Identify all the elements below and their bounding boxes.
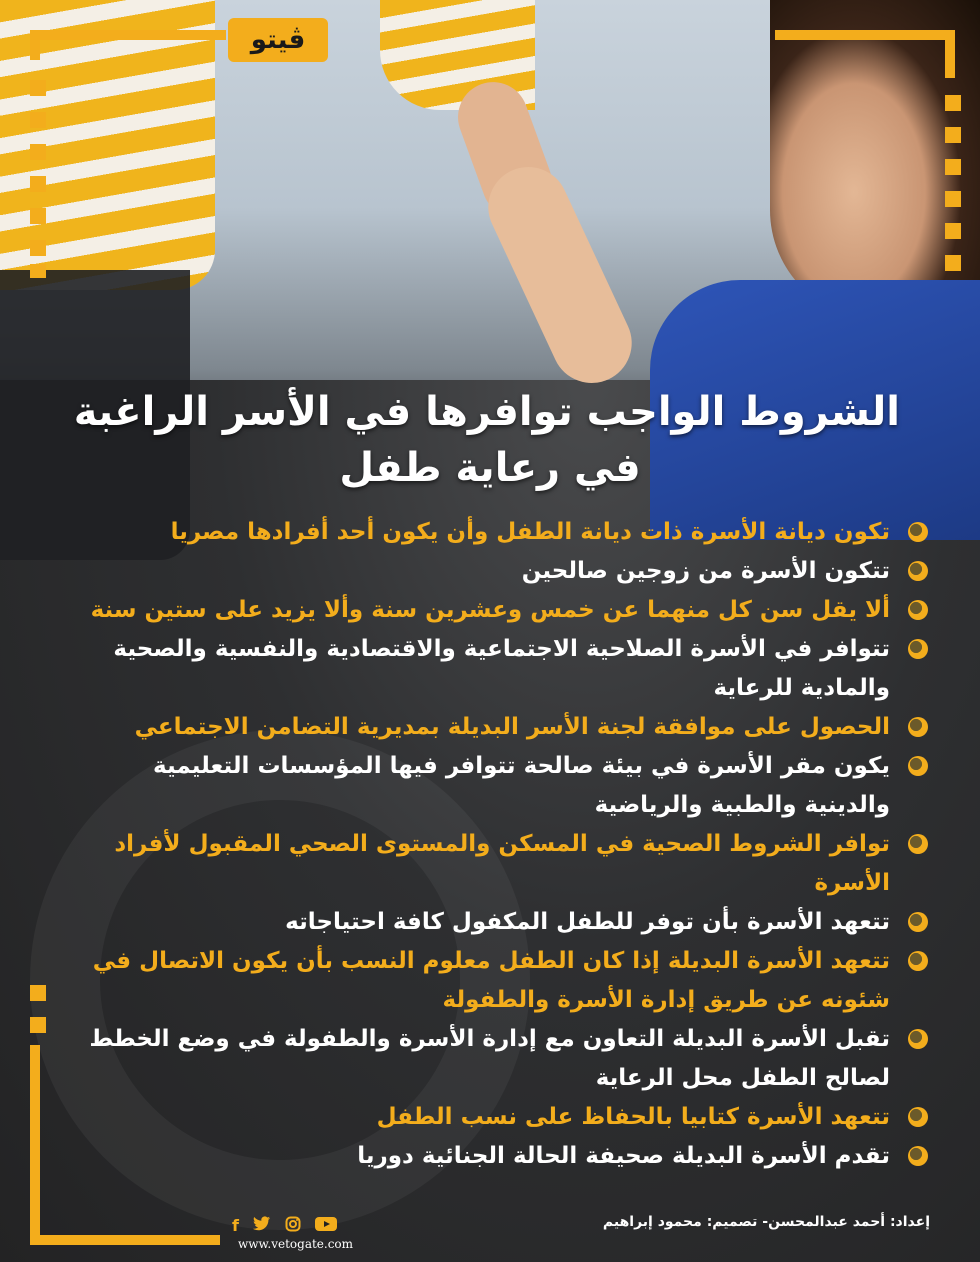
list-item (60, 1098, 928, 1137)
condition-text: تتعهد الأسرة البديلة إذا كان الطفل معلوم النسب بأن يكون الاتصال في شئونه عن طريق إدارة الأسرة والطفولة (92, 948, 890, 1013)
frame-right-vertical (945, 30, 955, 78)
bullet-icon (908, 522, 928, 542)
list-item (60, 903, 928, 942)
bullet-icon (908, 756, 928, 776)
list-item (60, 825, 928, 903)
frame-top-right (775, 30, 955, 40)
frame-dash (945, 95, 961, 111)
condition-text: الحصول على موافقة لجنة الأسر البديلة بمديرية التضامن الاجتماعي (134, 714, 890, 740)
list-item (60, 942, 928, 1020)
bullet-icon (908, 600, 928, 620)
frame-dash (30, 144, 46, 160)
condition-text: تقبل الأسرة البديلة التعاون مع إدارة الأسرة والطفولة في وضع الخطط لصالح الطفل محل الرعاية (89, 1026, 890, 1091)
website-url[interactable]: www.vetogate.com (238, 1237, 354, 1251)
title-line-2: في رعاية طفل (339, 445, 641, 491)
frame-dash (945, 255, 961, 271)
brand-logo: ڤيتو (228, 18, 328, 62)
frame-top-left (30, 30, 226, 40)
list-item (60, 591, 928, 630)
credits: إعداد: أحمد عبدالمحسن- تصميم: محمود إبراهيم (602, 1214, 930, 1230)
list-item (60, 747, 928, 825)
bullet-icon (908, 1146, 928, 1166)
bullet-icon (908, 951, 928, 971)
page-title (73, 384, 900, 496)
frame-bottom-left-horizontal (30, 1235, 220, 1245)
condition-text: يكون مقر الأسرة في بيئة صالحة تتوافر فيها المؤسسات التعليمية والدينية والطبية والرياضية (153, 753, 890, 818)
frame-top-left-vertical (30, 30, 40, 60)
bullet-icon (908, 834, 928, 854)
list-item (60, 552, 928, 591)
frame-dash (945, 159, 961, 175)
bullet-icon (908, 717, 928, 737)
bullet-icon (908, 561, 928, 581)
list-item (60, 513, 928, 552)
condition-text: تتكون الأسرة من زوجين صالحين (521, 558, 890, 584)
bullet-icon (908, 912, 928, 932)
frame-dash (30, 176, 46, 192)
condition-text: توافر الشروط الصحية في المسكن والمستوى الصحي المقبول لأفراد الأسرة (114, 831, 890, 896)
conditions-list (60, 513, 928, 1176)
facebook-icon[interactable]: f (232, 1216, 239, 1235)
frame-dash (945, 223, 961, 239)
social-links (232, 1216, 337, 1237)
condition-text: تتوافر في الأسرة الصلاحية الاجتماعية والاقتصادية والنفسية والصحية والمادية للرعاية (113, 636, 890, 701)
condition-text: تكون ديانة الأسرة ذات ديانة الطفل وأن يكون أحد أفرادها مصريا (170, 519, 890, 545)
frame-bottom-left-vertical (30, 1045, 40, 1245)
frame-dash (945, 191, 961, 207)
bullet-icon (908, 1029, 928, 1049)
frame-dash (30, 112, 46, 128)
title-line-1: الشروط الواجب توافرها في الأسر الراغبة (73, 389, 900, 435)
frame-dash (30, 1017, 46, 1033)
frame-dash (30, 80, 46, 96)
frame-dash (945, 127, 961, 143)
list-item (60, 708, 928, 747)
frame-dash (30, 264, 46, 278)
frame-dash (30, 208, 46, 224)
twitter-icon[interactable] (253, 1216, 271, 1237)
frame-dash (30, 985, 46, 1001)
condition-text: تتعهد الأسرة بأن توفر للطفل المكفول كافة احتياجاته (285, 909, 890, 935)
list-item (60, 1137, 928, 1176)
list-item (60, 630, 928, 708)
condition-text: تقدم الأسرة البديلة صحيفة الحالة الجنائية دوريا (357, 1143, 890, 1169)
bullet-icon (908, 639, 928, 659)
youtube-icon[interactable] (315, 1216, 337, 1237)
condition-text: تتعهد الأسرة كتابيا بالحفاظ على نسب الطفل (376, 1104, 890, 1130)
frame-dash (30, 240, 46, 256)
bullet-icon (908, 1107, 928, 1127)
list-item (60, 1020, 928, 1098)
condition-text: ألا يقل سن كل منهما عن خمس وعشرين سنة وألا يزيد على ستين سنة (90, 597, 890, 623)
instagram-icon[interactable] (285, 1216, 301, 1237)
